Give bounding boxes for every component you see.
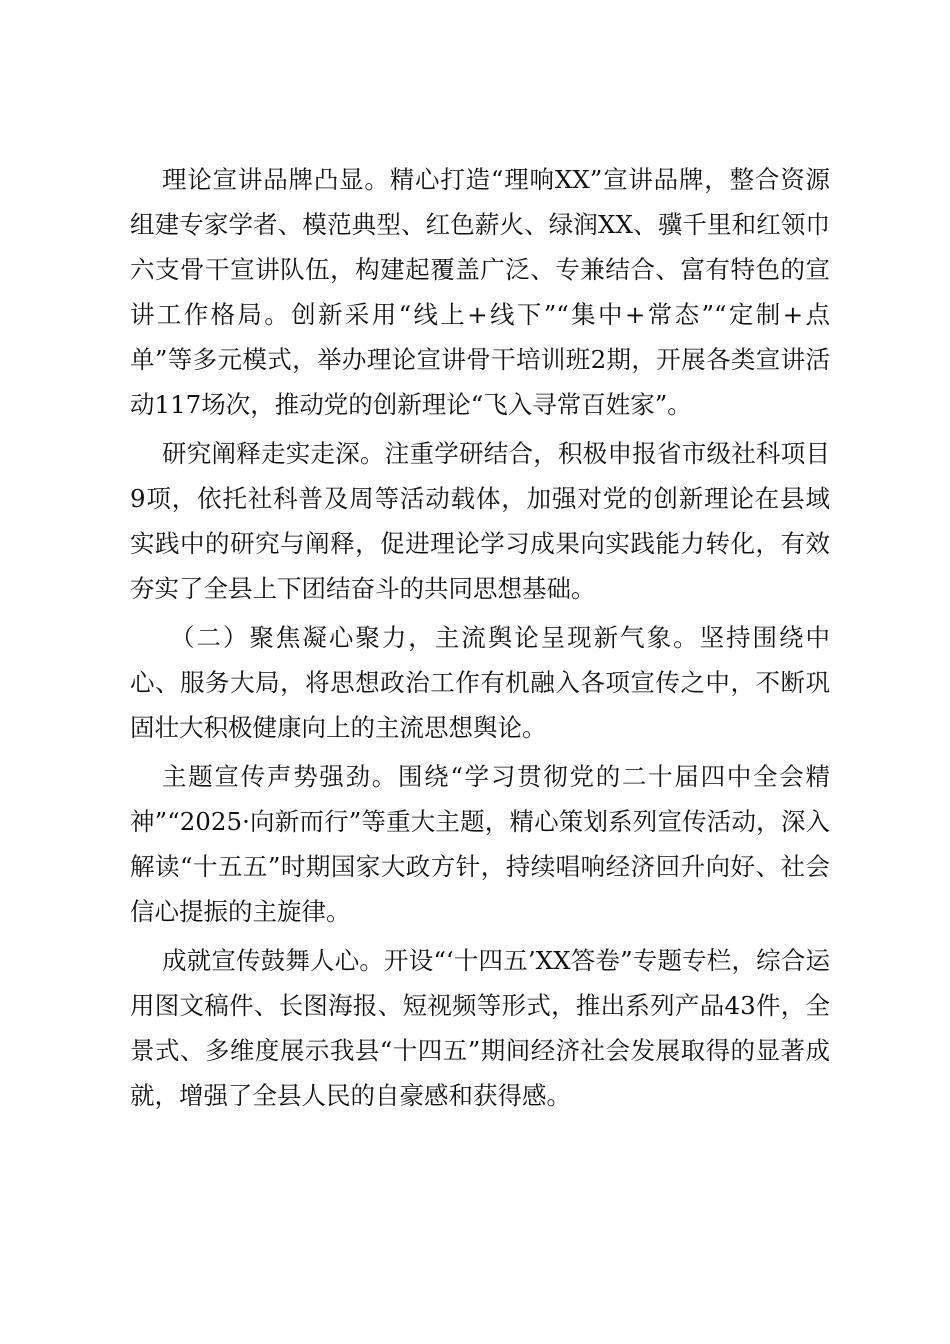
paragraph-theme-publicity: 主题宣传声势强劲。围绕“学习贯彻党的二十届四中全会精神”“2025·向新而行”等重大主题，精心策划系列宣传活动，深入解读“十五五”时期国家大政方针，持续唱响经济回升向好、社会信心提振的主旋律。 [130,762,830,926]
paragraph-research-interpretation: 研究阐释走实走深。注重学研结合，积极申报省市级社科项目9项，依托社科普及周等活动载体，加强对党的创新理论在县域实践中的研究与阐释，促进理论学习成果向实践能力转化，有效夯实了全县上下团结奋斗的共同思想基础。 [130,439,830,603]
section-heading-public-opinion: （二）聚焦凝心聚力，主流舆论呈现新气象。坚持围绕中心、服务大局，将思想政治工作有机融入各项宣传之中，不断巩固壮大积极健康向上的主流思想舆论。 [130,623,830,742]
document-body [130,157,830,1118]
paragraph-theory-lecture-brand: 理论宣讲品牌凸显。精心打造“理响XX”宣讲品牌，整合资源组建专家学者、模范典型、红色薪火、绿润XX、骥千里和红领巾六支骨干宣讲队伍，构建起覆盖广泛、专兼结合、富有特色的宣讲工作格局。创新采用“线上+线下”“集中+常态”“定制+点单”等多元模式，举办理论宣讲骨干培训班2期，开展各类宣讲活动117场次，推动党的创新理论“飞入寻常百姓家”。 [130,165,830,419]
paragraph-achievement-publicity: 成就宣传鼓舞人心。开设“‘十四五’XX答卷”专题专栏，综合运用图文稿件、长图海报、短视频等形式，推出系列产品43件，全景式、多维度展示我县“十四五”期间经济社会发展取得的显著成就，增强了全县人民的自豪感和获得感。 [130,946,830,1110]
